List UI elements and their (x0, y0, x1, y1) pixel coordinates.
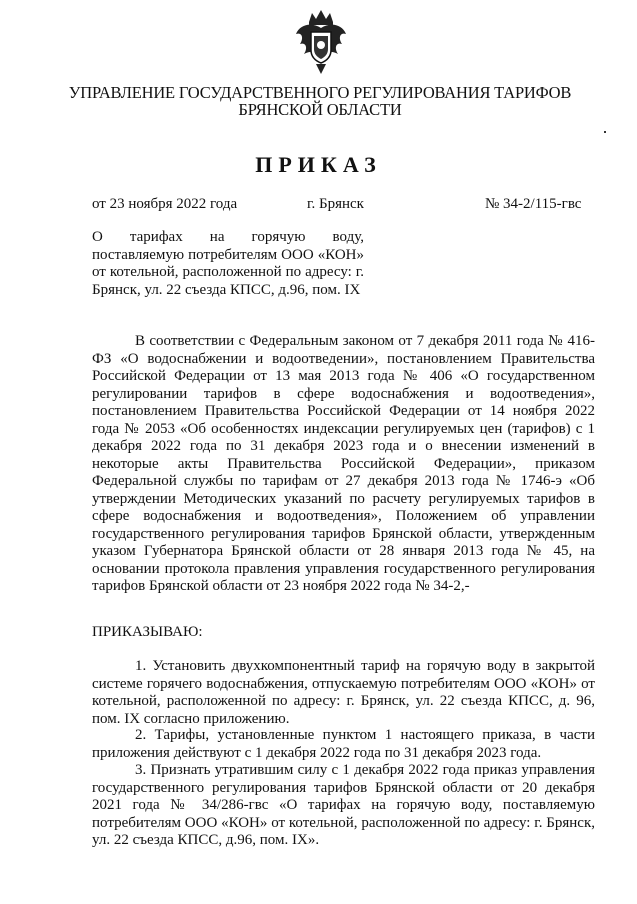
decree-word: ПРИКАЗЫВАЮ: (92, 624, 203, 640)
coat-of-arms-icon (294, 8, 348, 76)
organization-name-line-1: УПРАВЛЕНИЕ ГОСУДАРСТВЕННОГО РЕГУЛИРОВАНИЯ ТАРИФОВ (68, 83, 572, 102)
order-number: № 34-2/115-гвс (485, 196, 582, 212)
order-item-1: 1. Установить двухкомпонентный тариф на горячую воду в закрытой системе горячего водоснабжения, отпускаемую потребителям ООО «КОН» от котельной, расположенной по адресу: г. Брянск, ул. 22 съезда КПСС, д. 96, пом. IX согласно приложению. (92, 658, 595, 727)
organization-name-line-2: БРЯНСКОЙ ОБЛАСТИ (238, 100, 402, 119)
order-city: г. Брянск (307, 196, 364, 212)
order-date: от 23 ноября 2022 года (92, 196, 238, 212)
document-title: ПРИКАЗ (255, 152, 382, 177)
order-item-3: 3. Признать утратившим силу с 1 декабря 2022 года приказ управления государственного регулирования тарифов Брянской области от 20 декабря 2021 года № 34/286-гвс «О тарифах на горячую воду, поставляемую потребителям ООО «КОН» от котельной, расположенной по адресу: г. Брянск, ул. 22 съезда КПСС, д.96, пом. IX». (92, 762, 595, 848)
order-subject: О тарифах на горячую воду, поставляемую потребителям ООО «КОН» от котельной, расположенной по адресу: г. Брянск, ул. 22 съезда КПСС, д.96, пом. IX (92, 229, 364, 298)
preamble-paragraph: В соответствии с Федеральным законом от 7 декабря 2011 года № 416-ФЗ «О водоснабжении и водоотведении», постановлением Правительства Российской Федерации от 13 мая 2013 года № 406 «О государственном регулировании тарифов в сфере водоснабжения и водоотведения», постановлением Правительства Российской Федерации от 14 ноября 2022 года № 2053 «Об особенностях индексации регулируемых цен (тарифов) с 1 декабря 2022 года по 31 декабря 2023 года и о внесении изменений в некоторые акты Правительства Российской Федерации», приказом Федеральной службы по тарифам от 27 декабря 2013 года № 1746-э «Об утверждении Методических указаний по расчету регулируемых тарифов в сфере водоснабжения и водоотведения», Положением об управлении государственного регулирования тарифов Брянской области, утвержденным указом Губернатора Брянской области от 28 января 2013 года № 45, на основании протокола правления управления государственного регулирования тарифов Брянской области от 23 ноября 2022 года № 34-2,- (92, 333, 595, 594)
order-item-2: 2. Тарифы, установленные пунктом 1 настоящего приказа, в части приложения действуют с 1 декабря 2022 года по 31 декабря 2023 года. (92, 727, 595, 761)
scan-mark (604, 131, 606, 133)
